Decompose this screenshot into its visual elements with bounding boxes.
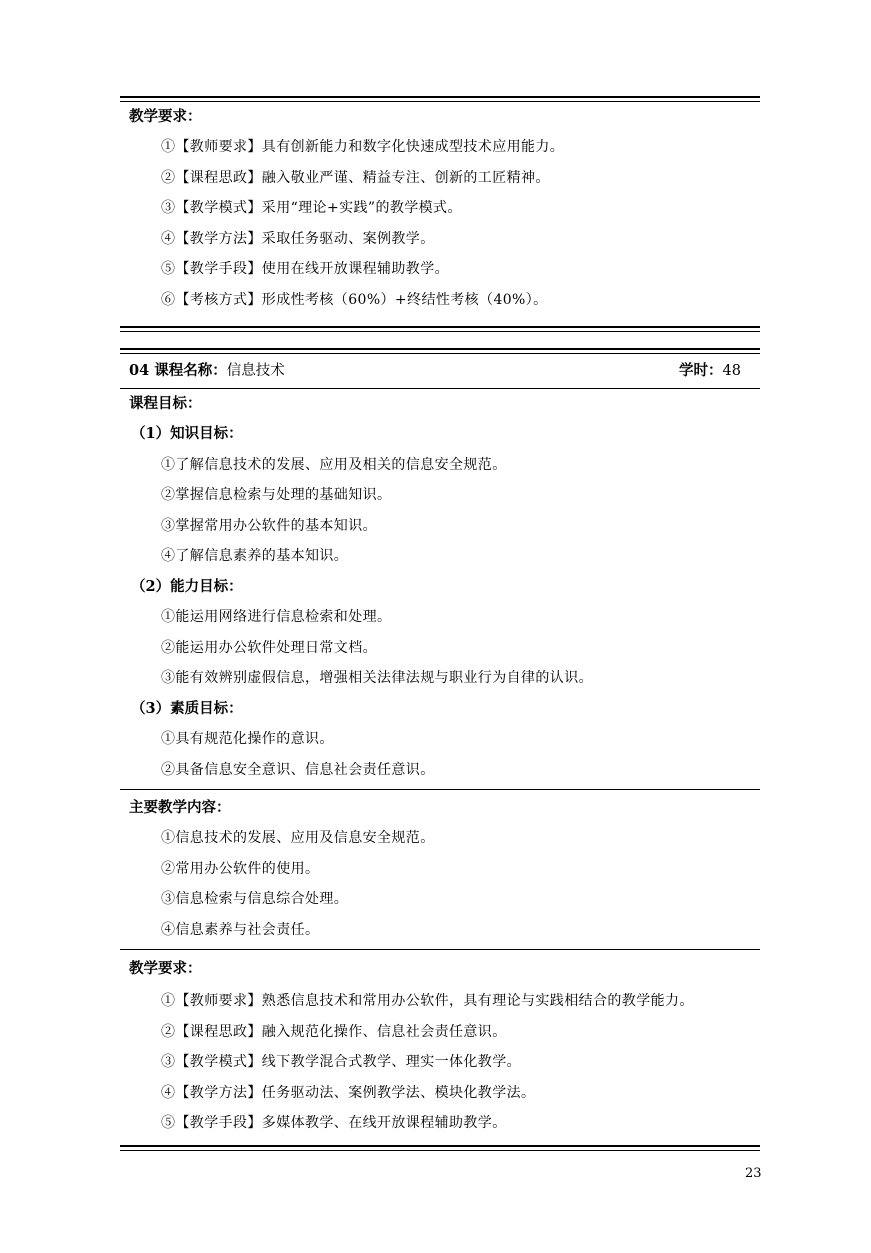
list-item: ④信息素养与社会责任。 (161, 921, 320, 938)
list-item: ②常用办公软件的使用。 (161, 860, 320, 877)
double-rule (120, 1145, 760, 1151)
list-item: ⑤【教学手段】使用在线开放课程辅助教学。 (161, 261, 449, 277)
course-hours-label: 学时： (679, 362, 723, 379)
list-item: ①具有规范化操作的意识。 (161, 731, 334, 747)
page-number: 23 (745, 1166, 762, 1181)
subsection-heading: （1）知识目标： (131, 425, 243, 442)
section-heading: 课程目标： (129, 395, 202, 412)
list-item: ④【教学方法】任务驱动法、案例教学法、模块化教学法。 (161, 1084, 536, 1101)
list-item: ①信息技术的发展、应用及信息安全规范。 (161, 830, 435, 846)
list-item: ①了解信息技术的发展、应用及相关的信息安全规范。 (161, 456, 507, 473)
course-title-row (120, 354, 760, 388)
list-item: ③信息检索与信息综合处理。 (161, 891, 349, 907)
subsection-heading: （2）能力目标： (131, 577, 243, 595)
list-item: ③能有效辨别虚假信息，增强相关法律法规与职业行为自律的认识。 (161, 670, 593, 686)
course-name: 信息技术 (226, 363, 285, 379)
list-item: ①【教师要求】具有创新能力和数字化快速成型技术应用能力。 (161, 139, 565, 155)
list-item: ④【教学方法】采取任务驱动、案例教学。 (161, 230, 435, 247)
list-item: ②【课程思政】融入规范化操作、信息社会责任意识。 (161, 1023, 507, 1040)
list-item: ②能运用办公软件处理日常文档。 (161, 639, 377, 656)
list-item: ⑤【教学手段】多媒体教学、在线开放课程辅助教学。 (161, 1115, 507, 1131)
list-item: ④了解信息素养的基本知识。 (161, 548, 349, 564)
list-item: ②【课程思政】融入敬业严谨、精益专注、创新的工匠精神。 (161, 169, 550, 186)
course-name-cell (129, 354, 285, 388)
list-item: ①能运用网络进行信息检索和处理。 (161, 609, 392, 625)
list-item: ③掌握常用办公软件的基本知识。 (161, 517, 377, 534)
list-item: ⑥【考核方式】形成性考核（60%）+终结性考核（40%）。 (161, 291, 548, 308)
document-page (120, 96, 760, 1151)
course-name-label: 04 课程名称： (129, 362, 227, 379)
list-item: ③【教学模式】线下教学混合式教学、理实一体化教学。 (161, 1054, 521, 1070)
list-item: ②具备信息安全意识、信息社会责任意识。 (161, 761, 435, 778)
list-item: ②掌握信息检索与处理的基础知识。 (161, 487, 392, 503)
list-item: ③【教学模式】采用“理论+实践”的教学模式。 (161, 200, 462, 216)
course-hours: 48 (722, 363, 741, 379)
course-hours-cell (679, 354, 741, 388)
subsection-heading: （3）素质目标： (131, 699, 243, 717)
section-heading: 教学要求： (129, 960, 202, 977)
section-heading: 教学要求： (129, 108, 202, 125)
section-heading: 主要教学内容： (129, 799, 231, 816)
list-item: ①【教师要求】熟悉信息技术和常用办公软件，具有理论与实践相结合的教学能力。 (161, 993, 694, 1009)
